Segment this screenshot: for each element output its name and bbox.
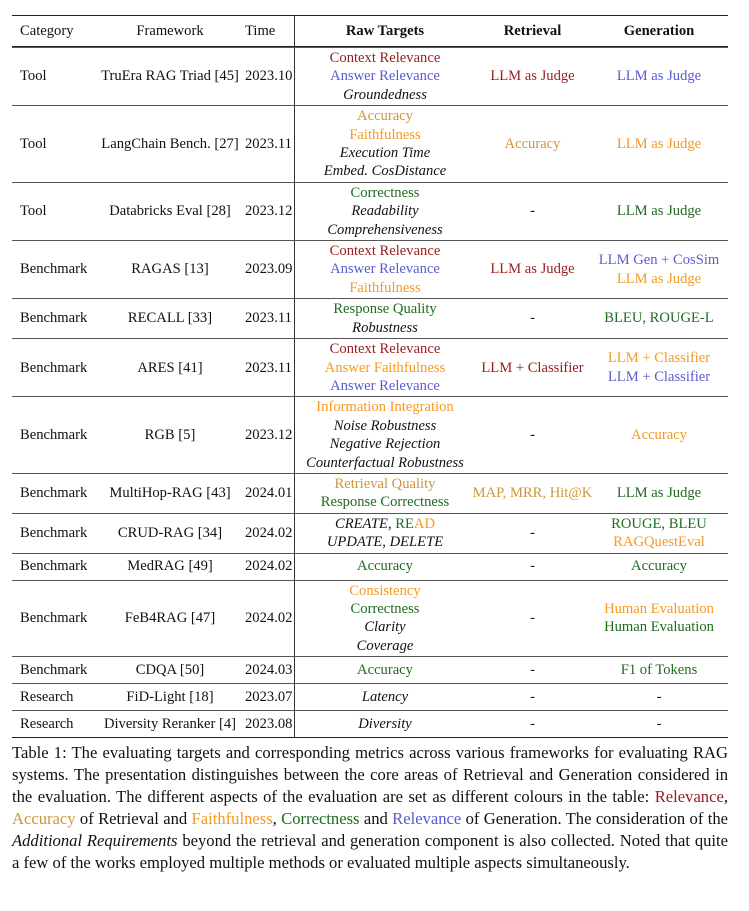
metric-text: Accuracy [631,558,687,575]
framework-cell: FeB4RAG [47] [124,610,216,627]
generation-cell [590,474,728,513]
category-cell: Benchmark [20,661,88,678]
framework-cell: ARES [41] [137,359,203,376]
category-cell: Benchmark [20,558,88,575]
cell-line [316,398,453,416]
caption-text: , [272,809,282,828]
metric-text: LLM as Judge [616,135,702,152]
generation-cell [590,299,728,338]
cell-line [604,600,714,618]
caption-text: and [359,809,393,828]
raw-cell [295,554,475,580]
metric-text: LLM as Judge [616,485,702,502]
cell-line [613,533,705,551]
generation-cell [590,711,728,737]
framework-cell: LangChain Bench. [27] [101,135,239,152]
retrieval-cell [475,514,590,553]
metric-text: Robustness [352,319,418,336]
framework-cell: RAGAS [13] [131,261,209,278]
metric-text: Context Relevance [329,50,441,66]
metric-text: Faithfulness [349,126,421,143]
framework-cell: FiD-Light [18] [126,688,214,705]
table-row [12,710,728,737]
metric-text: Counterfactual Robustness [306,454,464,471]
metric-text: F1 of Tokens [620,661,698,678]
metric-text: Comprehensiveness [327,221,443,238]
metric-text: Correctness [350,600,420,617]
cell-line [335,475,436,493]
cell-line [608,349,710,367]
table-row [12,338,728,396]
framework-cell: TruEra RAG Triad [45] [101,68,239,85]
cell-line [340,144,430,162]
metric-text: Coverage [356,637,414,654]
cell-line [617,135,701,153]
metric-text: Retrieval Quality [334,475,436,492]
time-cell: 2023.09 [245,241,295,298]
cell-line [324,162,446,180]
metric-text: LLM + Classifier [607,350,711,367]
framework-cell: CDQA [50] [135,661,205,678]
framework-cell: Databricks Eval [28] [109,203,231,220]
caption-text: Additional Requirements [12,831,178,850]
generation-cell [590,241,728,298]
time-cell: 2024.02 [245,554,295,580]
header-category: Category [20,22,74,39]
header-raw-targets: Raw Targets [345,22,425,39]
metric-text: Consistency [349,582,421,599]
category-cell: Benchmark [20,359,88,376]
retrieval-cell [475,299,590,338]
cell-line [357,557,413,575]
cell-line [349,126,420,144]
metric-text: RAGQuestEval [613,534,705,551]
cell-line [608,368,710,386]
cell-line [505,135,561,153]
metric-text: - [656,688,662,705]
retrieval-cell [475,711,590,737]
metric-text: , [387,515,396,532]
cell-line [617,484,701,502]
metric-text: MAP, MRR, Hit@K [472,485,593,502]
framework-cell: RECALL [33] [127,310,213,327]
cell-line [530,688,535,706]
metric-text: Faithfulness [349,279,421,296]
raw-cell [295,514,475,553]
metric-text: LLM as Judge [616,68,702,85]
raw-cell [295,657,475,683]
generation-cell [590,183,728,240]
cell-line [530,661,535,679]
cell-line [327,533,443,551]
cell-line [334,417,437,435]
generation-cell [590,397,728,473]
category-cell: Tool [20,68,47,85]
cell-line [330,377,440,395]
category-cell: Benchmark [20,310,88,327]
cell-line [657,688,662,706]
generation-cell [590,684,728,710]
metric-text: - [530,688,535,705]
metric-text: LLM as Judge [616,203,702,220]
metric-text: Diversity [358,715,412,732]
caption-text: of Generation. The consideration of the [461,809,728,828]
category-cell: Benchmark [20,610,88,627]
cell-line [473,484,593,502]
cell-line [490,67,574,85]
time-cell: 2023.12 [245,397,295,473]
cell-line [357,107,413,125]
retrieval-cell [475,48,590,105]
table-row [12,683,728,710]
metric-text: Human Evaluation [604,600,714,617]
metric-text: - [530,715,535,732]
cell-line [306,454,464,472]
header-generation: Generation [623,22,695,39]
metric-text: Execution Time [339,145,431,162]
metric-text: DELETE [389,534,444,551]
cell-line [617,270,701,288]
metric-text: Context Relevance [329,341,441,358]
raw-cell [295,474,475,513]
cell-line [604,309,713,327]
generation-cell [590,106,728,182]
framework-cell: MedRAG [49] [127,558,213,575]
metric-text: - [530,610,535,627]
framework-cell: CRUD-RAG [34] [117,524,223,541]
metric-text: AD [413,515,435,532]
cell-line [617,67,701,85]
table-row [12,580,728,657]
caption-text: of Retrieval and [75,809,192,828]
metric-text: CREATE [334,515,388,532]
table-caption [12,742,728,874]
metric-text: Human Evaluation [604,619,714,636]
cell-line [362,688,408,706]
cell-line [631,557,687,575]
caption-text: Relevance [392,809,462,828]
retrieval-cell [472,474,593,513]
cell-line [351,202,418,220]
category-cell: Benchmark [20,485,88,502]
metric-text: LLM + Classifier [481,359,584,376]
time-cell: 2023.08 [245,711,295,737]
cell-line [349,582,420,600]
cell-line [330,260,440,278]
metric-text: Answer Relevance [330,377,440,394]
cell-line [481,359,583,377]
metric-text: LLM as Judge [490,68,575,85]
retrieval-cell [475,183,590,240]
cell-line [330,49,441,67]
cell-line [330,242,441,260]
metric-text: - [530,310,535,327]
cell-line [358,715,412,733]
cell-line [343,86,427,104]
framework-cell: MultiHop-RAG [43] [109,485,231,502]
table-row [12,553,728,580]
metric-text: Answer Relevance [330,68,440,85]
retrieval-cell [475,397,590,473]
table-row [12,656,728,683]
category-cell: Benchmark [20,524,88,541]
metric-text: Answer Relevance [330,261,440,278]
raw-cell [295,183,475,240]
time-cell: 2023.07 [245,684,295,710]
generation-cell [590,339,728,396]
metric-text: - [530,661,535,678]
caption-text: beyond the retrieval and generation component is also collected. Noted that quite a few of the works employed multiple methods or evaluated multiple aspects simultaneously. [12,831,728,872]
retrieval-cell [475,581,590,657]
metric-text: Accuracy [504,135,561,152]
cell-line [333,300,436,318]
retrieval-cell [475,684,590,710]
cell-line [631,426,687,444]
cell-line [530,202,535,220]
header-framework: Framework [136,22,204,39]
metric-text: Response Quality [333,301,437,318]
metric-text: Accuracy [357,108,413,125]
table-row [12,105,728,182]
cell-line [327,221,442,239]
caption-text: Relevance [654,787,724,806]
time-cell: 2023.10 [245,48,295,105]
cell-line [604,618,714,636]
table-header-row [12,16,728,47]
metric-text: Information Integration [316,399,454,416]
cell-line [352,319,418,337]
cell-line [349,279,420,297]
cell-line [357,637,414,655]
metric-text: Embed. CosDistance [323,163,447,180]
retrieval-cell [475,554,590,580]
cell-line [530,426,535,444]
cell-line [621,661,698,679]
metric-text: LLM as Judge [490,261,575,278]
raw-cell [295,711,475,737]
cell-line [530,309,535,327]
cell-line [330,67,440,85]
header-time: Time [245,16,295,46]
category-cell: Research [20,688,74,705]
generation-cell [590,48,728,105]
caption-text: Faithfulness [191,809,273,828]
metric-text: - [530,203,535,220]
metric-text: - [530,524,535,541]
metric-text: Latency [361,688,409,705]
raw-cell [295,397,475,473]
generation-cell [590,554,728,580]
cell-line [364,618,405,636]
metric-text: Noise Robustness [333,417,437,434]
time-cell: 2024.01 [245,474,295,513]
metric-text: Clarity [364,619,406,636]
cell-line [357,661,413,679]
metric-text: Response Correctness [320,494,450,511]
cell-line [351,184,420,202]
table-row [12,182,728,240]
time-cell: 2023.11 [245,106,295,182]
metric-text: UPDATE [326,534,383,551]
cell-line [321,493,449,511]
time-cell: 2024.02 [245,581,295,657]
metric-text: ROUGE, BLEU [611,515,707,532]
cell-line [490,260,574,278]
table-row [12,240,728,298]
time-cell: 2024.02 [245,514,295,553]
raw-cell [295,339,475,396]
category-cell: Benchmark [20,261,88,278]
evaluation-frameworks-table [12,15,728,738]
cell-line [530,715,535,733]
metric-text: Context Relevance [329,243,441,260]
generation-cell [590,581,728,657]
retrieval-cell [475,339,590,396]
caption-text: Accuracy [12,809,76,828]
metric-text: Correctness [350,184,420,201]
cell-line [599,251,720,269]
metric-text: LLM + Classifier [607,368,711,385]
metric-text: Accuracy [357,661,413,678]
retrieval-cell [475,241,590,298]
cell-line [611,515,707,533]
metric-text: Groundedness [343,86,427,103]
retrieval-cell [475,106,590,182]
generation-cell [590,514,728,553]
cell-line [330,340,441,358]
caption-text: , [723,787,728,806]
caption-text: Table 1: The evaluating targets and corresponding metrics across various frameworks for evaluating RAG systems. The presentation distinguishes between the core areas of Retrieval and Generation considered in the evaluation. The different aspects of the evaluation are set as different colours in the table: [12,743,728,806]
time-cell: 2024.03 [245,657,295,683]
header-retrieval: Retrieval [503,22,562,39]
category-cell: Tool [20,203,47,220]
raw-cell [295,581,475,657]
table-row [12,298,728,338]
raw-cell [295,241,475,298]
metric-text: Accuracy [631,426,687,443]
raw-cell [295,106,475,182]
category-cell: Research [20,715,74,732]
cell-line [617,202,701,220]
table-row [12,513,728,553]
metric-text: , [382,534,390,551]
raw-cell [295,299,475,338]
metric-text: LLM Gen + CosSim [598,252,720,269]
time-cell: 2023.12 [245,183,295,240]
metric-text: LLM as Judge [616,270,702,287]
cell-line [657,715,662,733]
cell-line [325,359,445,377]
metric-text: Accuracy [357,558,413,575]
time-cell: 2023.11 [245,299,295,338]
cell-line [530,609,535,627]
framework-cell: RGB [5] [144,426,196,443]
cell-line [351,600,420,618]
retrieval-cell [475,657,590,683]
caption-text: Correctness [281,809,360,828]
table-row [12,473,728,513]
metric-text: RE [395,515,414,532]
metric-text: BLEU, ROUGE-L [604,310,714,327]
metric-text: Readability [351,203,419,220]
metric-text: - [530,558,535,575]
category-cell: Benchmark [20,426,88,443]
cell-line [530,557,535,575]
cell-line [335,515,435,533]
metric-text: - [656,715,662,732]
category-cell: Tool [20,135,47,152]
cell-line [530,524,535,542]
metric-text: - [530,426,535,443]
table-row [12,47,728,105]
metric-text: Negative Rejection [329,436,441,453]
raw-cell [295,48,475,105]
cell-line [330,435,441,453]
framework-cell: Diversity Reranker [4] [103,715,237,732]
raw-cell [295,684,475,710]
time-cell: 2023.11 [245,339,295,396]
generation-cell [590,657,728,683]
metric-text: Answer Faithfulness [324,359,446,376]
table-row [12,396,728,473]
